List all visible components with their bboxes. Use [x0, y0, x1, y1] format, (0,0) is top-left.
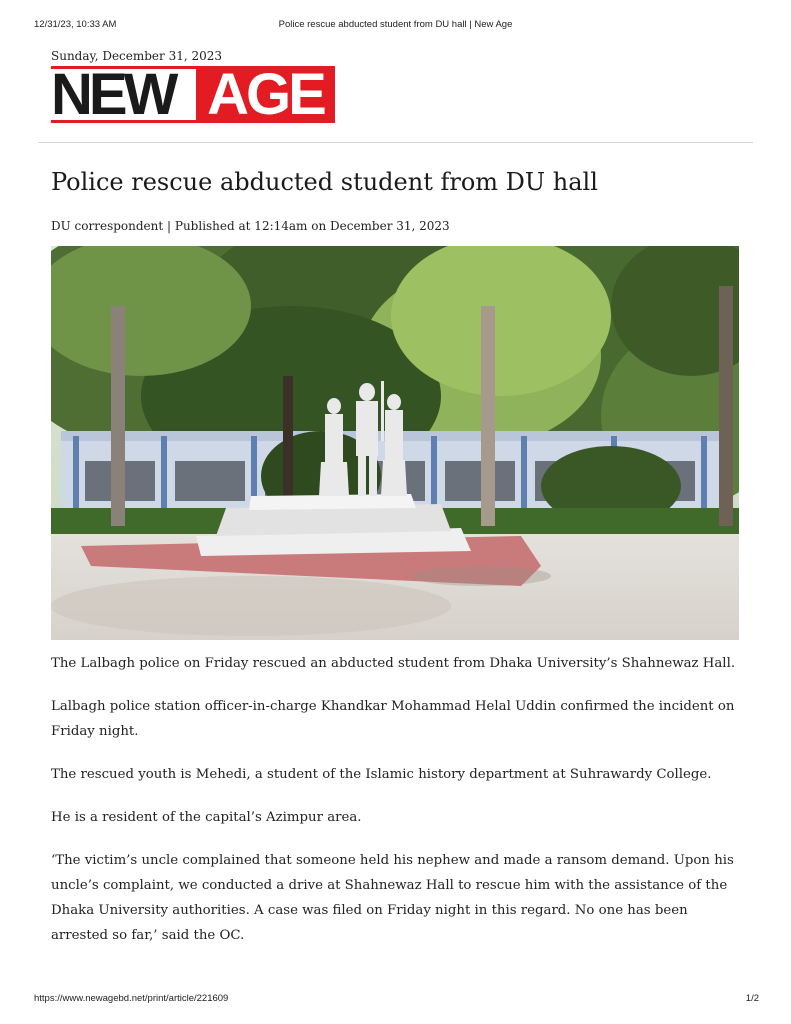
article-body [51, 651, 741, 966]
paragraph: The Lalbagh police on Friday rescued an abducted student from Dhaka University’s Shahnewaz Hall. [51, 656, 736, 671]
print-header [0, 19, 791, 33]
print-page-title: Police rescue abducted student from DU hall | New Age [278, 19, 513, 30]
masthead-date: Sunday, December 31, 2023 [51, 49, 223, 63]
print-page-number: 1/2 [745, 993, 759, 1004]
article-photo [51, 246, 739, 640]
paragraph: The rescued youth is Mehedi, a student of the Islamic history department at Suhrawardy College. [51, 767, 712, 782]
paragraph: Lalbagh police station officer-in-charge Khandkar Mohammad Helal Uddin confirmed the incident on Friday night. [51, 699, 735, 739]
print-url[interactable]: https://www.newagebd.net/print/article/221609 [34, 993, 229, 1004]
article-byline: DU correspondent | Published at 12:14am on December 31, 2023 [51, 219, 450, 233]
paragraph: He is a resident of the capital’s Azimpur area. [51, 810, 362, 825]
logo-new-text: NEW [51, 66, 196, 123]
header-divider [38, 142, 753, 143]
newage-logo[interactable] [51, 66, 335, 123]
photo-illustration [51, 246, 739, 640]
print-footer [0, 993, 791, 1007]
print-timestamp: 12/31/23, 10:33 AM [34, 19, 117, 30]
logo-age-text: AGE [196, 66, 335, 123]
article-headline: Police rescue abducted student from DU hall [51, 168, 598, 196]
paragraph: ‘The victim’s uncle complained that someone held his nephew and made a ransom demand. Upon his uncle’s complaint, we conducted a drive at Shahnewaz Hall to rescue him with the assistance of the Dhaka University authorities. A case was filed on Friday night in this regard. No one has been arrested so far,’ said the OC. [51, 853, 734, 943]
